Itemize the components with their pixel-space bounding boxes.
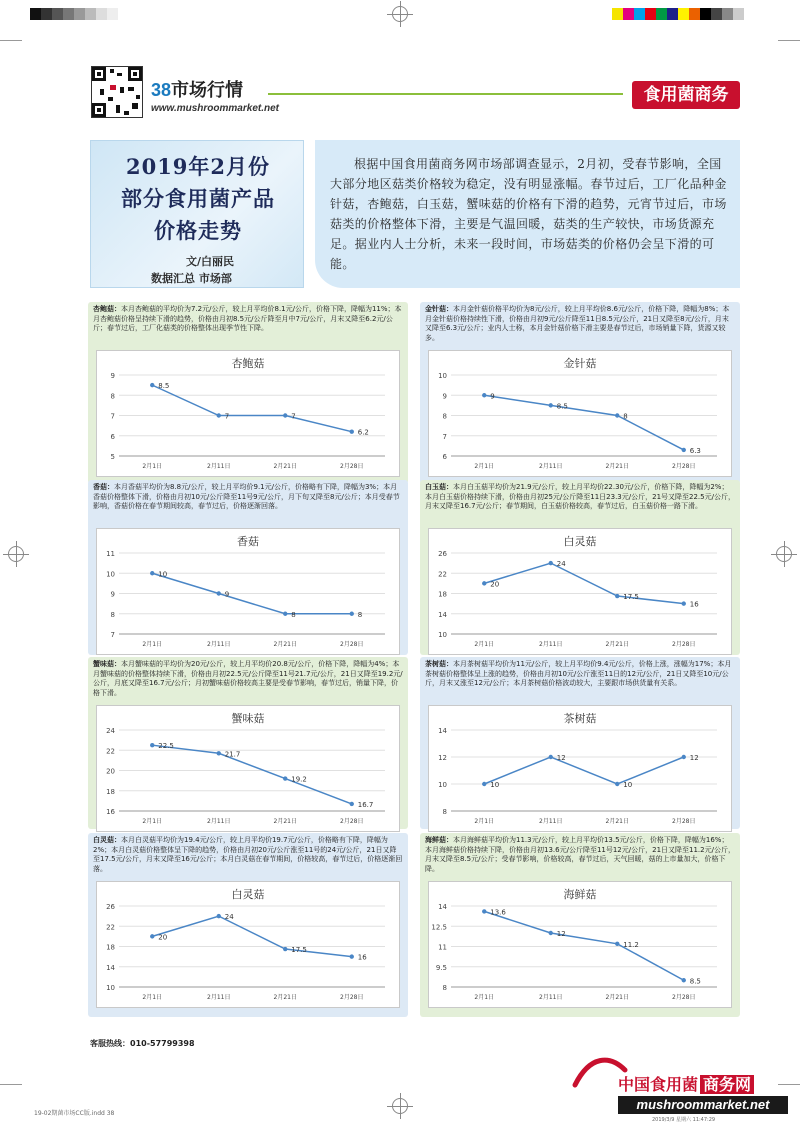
data-source: 数据汇总 市场部 bbox=[151, 272, 232, 285]
series-line bbox=[484, 911, 684, 980]
data-point bbox=[350, 954, 354, 958]
card-text: 本月香菇平均价为8.8元/公斤，较上月平均价9.1元/公斤，价格略有下降，降幅为3%；本月香菇价格整体下滑，价格由月初10元/公斤降至11号9元/公斤，月下旬又降至8元/公斤；本月受春节影响，香菇价格在春节期间较高，春节过后，价格逐渐回落。 bbox=[93, 483, 400, 511]
x-tick-label: 2月1日 bbox=[142, 818, 163, 825]
y-tick-label: 26 bbox=[106, 903, 115, 911]
chart-panel bbox=[96, 705, 400, 832]
color-calibration-strip-right bbox=[612, 8, 744, 20]
data-point bbox=[350, 612, 354, 616]
y-tick-label: 10 bbox=[438, 781, 447, 789]
trim-line bbox=[0, 1084, 22, 1085]
card-description bbox=[420, 657, 740, 701]
x-tick-label: 2月28日 bbox=[340, 994, 364, 1001]
y-tick-label: 12.5 bbox=[431, 923, 447, 932]
x-tick-label: 2月1日 bbox=[474, 818, 495, 825]
data-point bbox=[482, 782, 486, 786]
chart-title: 杏鲍菇 bbox=[231, 357, 265, 370]
y-tick-label: 14 bbox=[438, 610, 447, 619]
y-tick-label: 6 bbox=[110, 432, 115, 441]
title-block bbox=[90, 140, 304, 288]
y-tick-label: 6 bbox=[442, 453, 447, 461]
x-tick-label: 2月21日 bbox=[273, 818, 297, 825]
x-tick-label: 2月11日 bbox=[539, 463, 563, 470]
data-point bbox=[283, 612, 287, 616]
x-tick-label: 2月28日 bbox=[340, 641, 364, 648]
data-point bbox=[217, 591, 221, 595]
x-tick-label: 2月21日 bbox=[273, 994, 297, 1001]
price-chart bbox=[97, 706, 399, 831]
data-label: 9 bbox=[490, 392, 495, 401]
data-label: 13.6 bbox=[490, 908, 506, 917]
series-line bbox=[484, 757, 684, 784]
data-label: 6.3 bbox=[689, 446, 701, 455]
data-point bbox=[350, 430, 354, 434]
y-tick-label: 20 bbox=[106, 767, 115, 776]
registration-mark bbox=[776, 546, 792, 562]
card-text: 本月白玉菇平均价为21.9元/公斤，较上月平均价22.30元/公斤，价格下降，降幅为2%；本月白玉菇价格持续下滑，价格由月初25元/公斤降至11日23.3元/公斤，21号又降至22.5元/公斤，月末又降至16.7元/公斤；春节期间，白玉菇价格较高，春节过后，白玉菇价格一路下滑。 bbox=[425, 483, 735, 511]
card-label: 海鲜菇： bbox=[425, 836, 453, 844]
data-point bbox=[482, 909, 486, 913]
series-line bbox=[152, 745, 352, 804]
footer-logo-part1: 中国食用菌 bbox=[618, 1075, 699, 1094]
data-label: 9 bbox=[224, 590, 230, 599]
data-point bbox=[350, 802, 354, 806]
price-chart bbox=[97, 529, 399, 654]
data-label: 8 bbox=[291, 610, 296, 619]
card-description bbox=[88, 833, 408, 877]
card-label: 白玉菇： bbox=[425, 483, 453, 491]
title-line-1: 2019年2月份 bbox=[125, 154, 271, 179]
chart-panel bbox=[428, 350, 732, 477]
price-chart bbox=[429, 706, 731, 831]
chart-title: 茶树菇 bbox=[563, 712, 597, 725]
y-tick-label: 22 bbox=[438, 570, 447, 579]
data-point bbox=[682, 755, 686, 759]
x-tick-label: 2月28日 bbox=[340, 818, 364, 825]
card-white-jade bbox=[420, 480, 740, 655]
x-tick-label: 2月28日 bbox=[672, 818, 696, 825]
header-website[interactable]: www.mushroommarket.net bbox=[151, 103, 279, 114]
x-tick-label: 2月21日 bbox=[605, 641, 629, 648]
x-tick-label: 2月1日 bbox=[474, 463, 495, 470]
y-tick-label: 9 bbox=[110, 372, 115, 380]
y-tick-label: 8 bbox=[442, 412, 447, 421]
card-description bbox=[88, 657, 408, 701]
chart-panel bbox=[96, 881, 400, 1008]
x-tick-label: 2月11日 bbox=[539, 994, 563, 1001]
chart-panel bbox=[428, 528, 732, 655]
y-tick-label: 12 bbox=[438, 754, 447, 762]
y-tick-label: 14 bbox=[106, 963, 115, 972]
registration-mark bbox=[8, 546, 24, 562]
y-tick-label: 14 bbox=[438, 727, 447, 735]
data-label: 17.5 bbox=[291, 946, 307, 955]
card-shiitake bbox=[88, 480, 408, 655]
data-label: 20 bbox=[158, 933, 168, 942]
card-apricot-mushroom bbox=[88, 302, 408, 484]
issue-label bbox=[151, 76, 243, 102]
data-label: 21.7 bbox=[224, 750, 241, 759]
author: 文/白丽民 bbox=[186, 255, 235, 268]
data-label: 7 bbox=[291, 412, 296, 421]
chart-panel bbox=[96, 350, 400, 477]
y-tick-label: 8 bbox=[442, 984, 447, 992]
data-point bbox=[150, 571, 154, 575]
data-label: 8 bbox=[357, 610, 363, 619]
y-tick-label: 7 bbox=[442, 432, 447, 441]
y-tick-label: 5 bbox=[110, 453, 115, 461]
data-point bbox=[482, 393, 486, 397]
data-label: 7 bbox=[224, 412, 230, 421]
card-text: 本月海鲜菇平均价为11.3元/公斤，较上月平均价13.5元/公斤，价格下降，降幅为16%；本月海鲜菇价格持续下降，价格由月初13.6元/公斤降至11号12元/公斤，21日又降至11.2元/公斤，月末又降至8.5元/公斤；受春节影响，价格较高，春节过后，天气回暖，菇的上市量加大，价格下降。 bbox=[425, 836, 735, 873]
price-chart bbox=[97, 882, 399, 1007]
card-label: 茶树菇： bbox=[425, 660, 453, 668]
series-line bbox=[484, 563, 684, 604]
data-point bbox=[549, 561, 553, 565]
data-point bbox=[615, 594, 619, 598]
series-line bbox=[484, 395, 684, 450]
chart-panel bbox=[96, 528, 400, 655]
x-tick-label: 2月28日 bbox=[672, 641, 696, 648]
data-label: 19.2 bbox=[291, 775, 307, 784]
data-label: 6.2 bbox=[357, 428, 369, 437]
y-tick-label: 18 bbox=[438, 590, 447, 599]
data-label: 8.5 bbox=[689, 977, 701, 986]
print-slug: 19-02期菌市场CC版.indd 38 bbox=[34, 1110, 115, 1117]
card-text: 本月茶树菇平均价为11元/公斤，较上月平均价9.4元/公斤，价格上涨，涨幅为17%；本月茶树菇价格整体呈上涨的趋势，价格由月初10元/公斤涨至11日的12元/公斤，21日又降至10元/公斤，月末又涨至12元/公斤；本月茶树菇价格波动较大，主要跟市场供货量有关系。 bbox=[425, 660, 732, 688]
data-point bbox=[615, 942, 619, 946]
chart-panel bbox=[428, 881, 732, 1008]
card-text: 本月蟹味菇的平均价为20元/公斤，较上月平均价20.8元/公斤，价格下降，降幅为4%；本月蟹味菇的价格整体持续下滑，价格由月初22.5元/公斤降至11号21.7元/公斤，21日又降至19.2元/公斤，月底又降至16.7元/公斤；月初蟹味菇价格较高主要是受春节影响，春节过后，销量下降，价格下滑。 bbox=[93, 660, 403, 697]
x-tick-label: 2月28日 bbox=[672, 463, 696, 470]
y-tick-label: 22 bbox=[106, 747, 115, 756]
card-enoki bbox=[420, 302, 740, 484]
data-label: 8.5 bbox=[556, 402, 568, 411]
card-description bbox=[420, 833, 740, 877]
chart-title: 白灵菇 bbox=[231, 888, 265, 901]
x-tick-label: 2月21日 bbox=[605, 994, 629, 1001]
chart-title: 白灵菇 bbox=[563, 535, 597, 548]
data-point bbox=[549, 403, 553, 407]
data-label: 12 bbox=[556, 930, 566, 938]
data-point bbox=[217, 914, 221, 918]
data-point bbox=[682, 978, 686, 982]
data-label: 10 bbox=[158, 570, 168, 579]
x-tick-label: 2月11日 bbox=[207, 818, 231, 825]
data-point bbox=[283, 413, 287, 417]
chart-title: 香菇 bbox=[237, 535, 259, 548]
x-tick-label: 2月28日 bbox=[672, 994, 696, 1001]
y-tick-label: 8 bbox=[442, 808, 447, 816]
data-point bbox=[283, 776, 287, 780]
brand-logo: 食用菌商务 bbox=[632, 81, 740, 109]
y-tick-label: 9 bbox=[442, 392, 447, 401]
x-tick-label: 2月21日 bbox=[273, 463, 297, 470]
data-point bbox=[615, 413, 619, 417]
card-text: 本月金针菇价格平均价为8元/公斤，较上月平均价8.6元/公斤，价格下降，降幅为8%；本月金针菇价格持续性下滑，价格由月初9元/公斤降至11日8.5元/公斤，21日又降至8元/公斤，月末又降至6.3元/公斤；业内人士称，本月金针菇价格下滑主要是春节过后，市场销量下降，货源又较多。 bbox=[425, 305, 730, 342]
data-label: 12 bbox=[556, 754, 566, 762]
y-tick-label: 18 bbox=[106, 943, 115, 952]
footer-logo bbox=[618, 1072, 788, 1096]
card-label: 蟹味菇： bbox=[93, 660, 121, 668]
data-point bbox=[217, 751, 221, 755]
card-crab-flavor bbox=[88, 657, 408, 829]
data-label: 16.7 bbox=[357, 800, 374, 809]
print-date: 2019/3/9 星期六 11:47:29 bbox=[652, 1117, 716, 1123]
x-tick-label: 2月21日 bbox=[605, 463, 629, 470]
data-label: 8 bbox=[623, 412, 628, 421]
chart-title: 蟹味菇 bbox=[231, 712, 265, 725]
title-line-2: 部分食用菌产品 bbox=[121, 186, 275, 211]
price-chart bbox=[429, 529, 731, 654]
x-tick-label: 2月1日 bbox=[474, 994, 495, 1001]
y-tick-label: 10 bbox=[438, 631, 447, 639]
hotline: 客服热线：010-57799398 bbox=[90, 1039, 195, 1048]
data-point bbox=[615, 782, 619, 786]
title-line-3: 价格走势 bbox=[154, 218, 242, 243]
x-tick-label: 2月1日 bbox=[142, 463, 163, 470]
data-point bbox=[549, 755, 553, 759]
data-point bbox=[549, 931, 553, 935]
card-description bbox=[88, 302, 408, 346]
y-tick-label: 16 bbox=[106, 808, 115, 816]
color-calibration-strip-left bbox=[30, 8, 118, 20]
x-tick-label: 2月11日 bbox=[539, 818, 563, 825]
card-label: 香菇： bbox=[93, 483, 114, 491]
footer-logo-part2: 商务网 bbox=[700, 1075, 754, 1094]
card-text: 本月白灵菇平均价为19.4元/公斤，较上月平均价19.7元/公斤，价格略有下降，降幅为2%；本月白灵菇价格整体呈下降的趋势，价格由月初20元/公斤涨至11号的24元/公斤，21日又降至17.5元/公斤，月末又降至16元/公斤；本月白灵菇在春节期间，价格较高，春节过后，价格逐渐回落。 bbox=[93, 836, 403, 873]
card-description bbox=[420, 302, 740, 346]
chart-panel bbox=[428, 705, 732, 832]
card-label: 白灵菇： bbox=[93, 836, 121, 844]
chart-title: 海鲜菇 bbox=[563, 888, 597, 901]
card-tea-tree bbox=[420, 657, 740, 829]
data-point bbox=[150, 743, 154, 747]
x-tick-label: 2月1日 bbox=[474, 641, 495, 648]
trim-line bbox=[0, 40, 22, 41]
data-point bbox=[482, 581, 486, 585]
data-label: 16 bbox=[357, 953, 367, 962]
data-label: 24 bbox=[556, 560, 566, 569]
qr-code bbox=[91, 66, 143, 118]
y-tick-label: 8 bbox=[110, 392, 115, 401]
issue-number: 38 bbox=[151, 80, 172, 100]
data-label: 8.5 bbox=[158, 382, 170, 391]
data-label: 22.5 bbox=[158, 742, 174, 751]
data-label: 24 bbox=[224, 913, 234, 922]
card-bailing bbox=[88, 833, 408, 1017]
y-tick-label: 8 bbox=[110, 610, 115, 619]
x-tick-label: 2月21日 bbox=[273, 641, 297, 648]
price-chart bbox=[429, 351, 731, 476]
data-point bbox=[682, 448, 686, 452]
y-tick-label: 7 bbox=[110, 412, 115, 421]
data-label: 17.5 bbox=[623, 593, 639, 602]
y-tick-label: 10 bbox=[106, 984, 115, 992]
card-seafood bbox=[420, 833, 740, 1017]
series-line bbox=[152, 385, 352, 432]
price-chart bbox=[429, 882, 731, 1007]
y-tick-label: 24 bbox=[106, 727, 115, 735]
x-tick-label: 2月21日 bbox=[605, 818, 629, 825]
footer-url[interactable]: mushroommarket.net bbox=[618, 1096, 788, 1114]
y-tick-label: 18 bbox=[106, 787, 115, 796]
y-tick-label: 9 bbox=[110, 590, 115, 599]
x-tick-label: 2月11日 bbox=[207, 463, 231, 470]
data-point bbox=[217, 413, 221, 417]
card-description bbox=[88, 480, 408, 524]
card-label: 金针菇： bbox=[425, 305, 453, 313]
card-text: 本月杏鲍菇的平均价为7.2元/公斤，较上月平均价8.1元/公斤，价格下降，降幅为11%；本月杏鲍菇价格呈持续下滑的趋势，价格由月初8.5元/公斤降至月中7元/公斤，月末又降至6.2元/公斤；春节过后，工厂化菇类的价格整体出现季节性下降。 bbox=[93, 305, 402, 333]
data-point bbox=[283, 947, 287, 951]
x-tick-label: 2月11日 bbox=[207, 641, 231, 648]
y-tick-label: 10 bbox=[106, 570, 115, 579]
trim-line bbox=[778, 40, 800, 41]
y-tick-label: 9.5 bbox=[435, 963, 447, 972]
series-line bbox=[152, 916, 352, 957]
y-tick-label: 10 bbox=[438, 372, 447, 380]
card-label: 杏鲍菇： bbox=[93, 305, 121, 313]
registration-mark bbox=[392, 1098, 408, 1114]
data-label: 12 bbox=[689, 754, 699, 762]
card-description bbox=[420, 480, 740, 524]
data-point bbox=[150, 383, 154, 387]
x-tick-label: 2月11日 bbox=[539, 641, 563, 648]
header-rule bbox=[268, 93, 623, 95]
data-point bbox=[682, 601, 686, 605]
chart-title: 金针菇 bbox=[563, 357, 597, 370]
data-label: 10 bbox=[623, 781, 633, 789]
y-tick-label: 11 bbox=[438, 943, 447, 952]
x-tick-label: 2月1日 bbox=[142, 641, 163, 648]
y-tick-label: 7 bbox=[110, 631, 115, 639]
data-label: 10 bbox=[490, 781, 500, 789]
y-tick-label: 22 bbox=[106, 923, 115, 932]
x-tick-label: 2月1日 bbox=[142, 994, 163, 1001]
y-tick-label: 11 bbox=[106, 550, 115, 558]
section-name: 市场行情 bbox=[171, 80, 244, 100]
y-tick-label: 14 bbox=[438, 903, 447, 911]
data-label: 20 bbox=[490, 580, 500, 589]
data-point bbox=[150, 934, 154, 938]
y-tick-label: 26 bbox=[438, 550, 447, 558]
intro-paragraph: 根据中国食用菌商务网市场部调查显示，2月初，受春节影响，全国大部分地区菇类价格较为稳定，没有明显涨幅。春节过后，工厂化品种金针菇，杏鲍菇，白玉菇，蟹味菇的价格有下滑的趋势，元宵节过后，市场菇类的价格整体下滑，主要是气温回暖，菇类的生产较快，市场货源充足。据业内人士分析，未来一段时间，市场菇类的价格仍会呈下滑的可能。 bbox=[330, 157, 727, 271]
data-label: 16 bbox=[689, 600, 699, 609]
data-label: 11.2 bbox=[623, 940, 639, 949]
price-chart bbox=[97, 351, 399, 476]
x-tick-label: 2月11日 bbox=[207, 994, 231, 1001]
registration-mark bbox=[392, 6, 408, 22]
x-tick-label: 2月28日 bbox=[340, 463, 364, 470]
